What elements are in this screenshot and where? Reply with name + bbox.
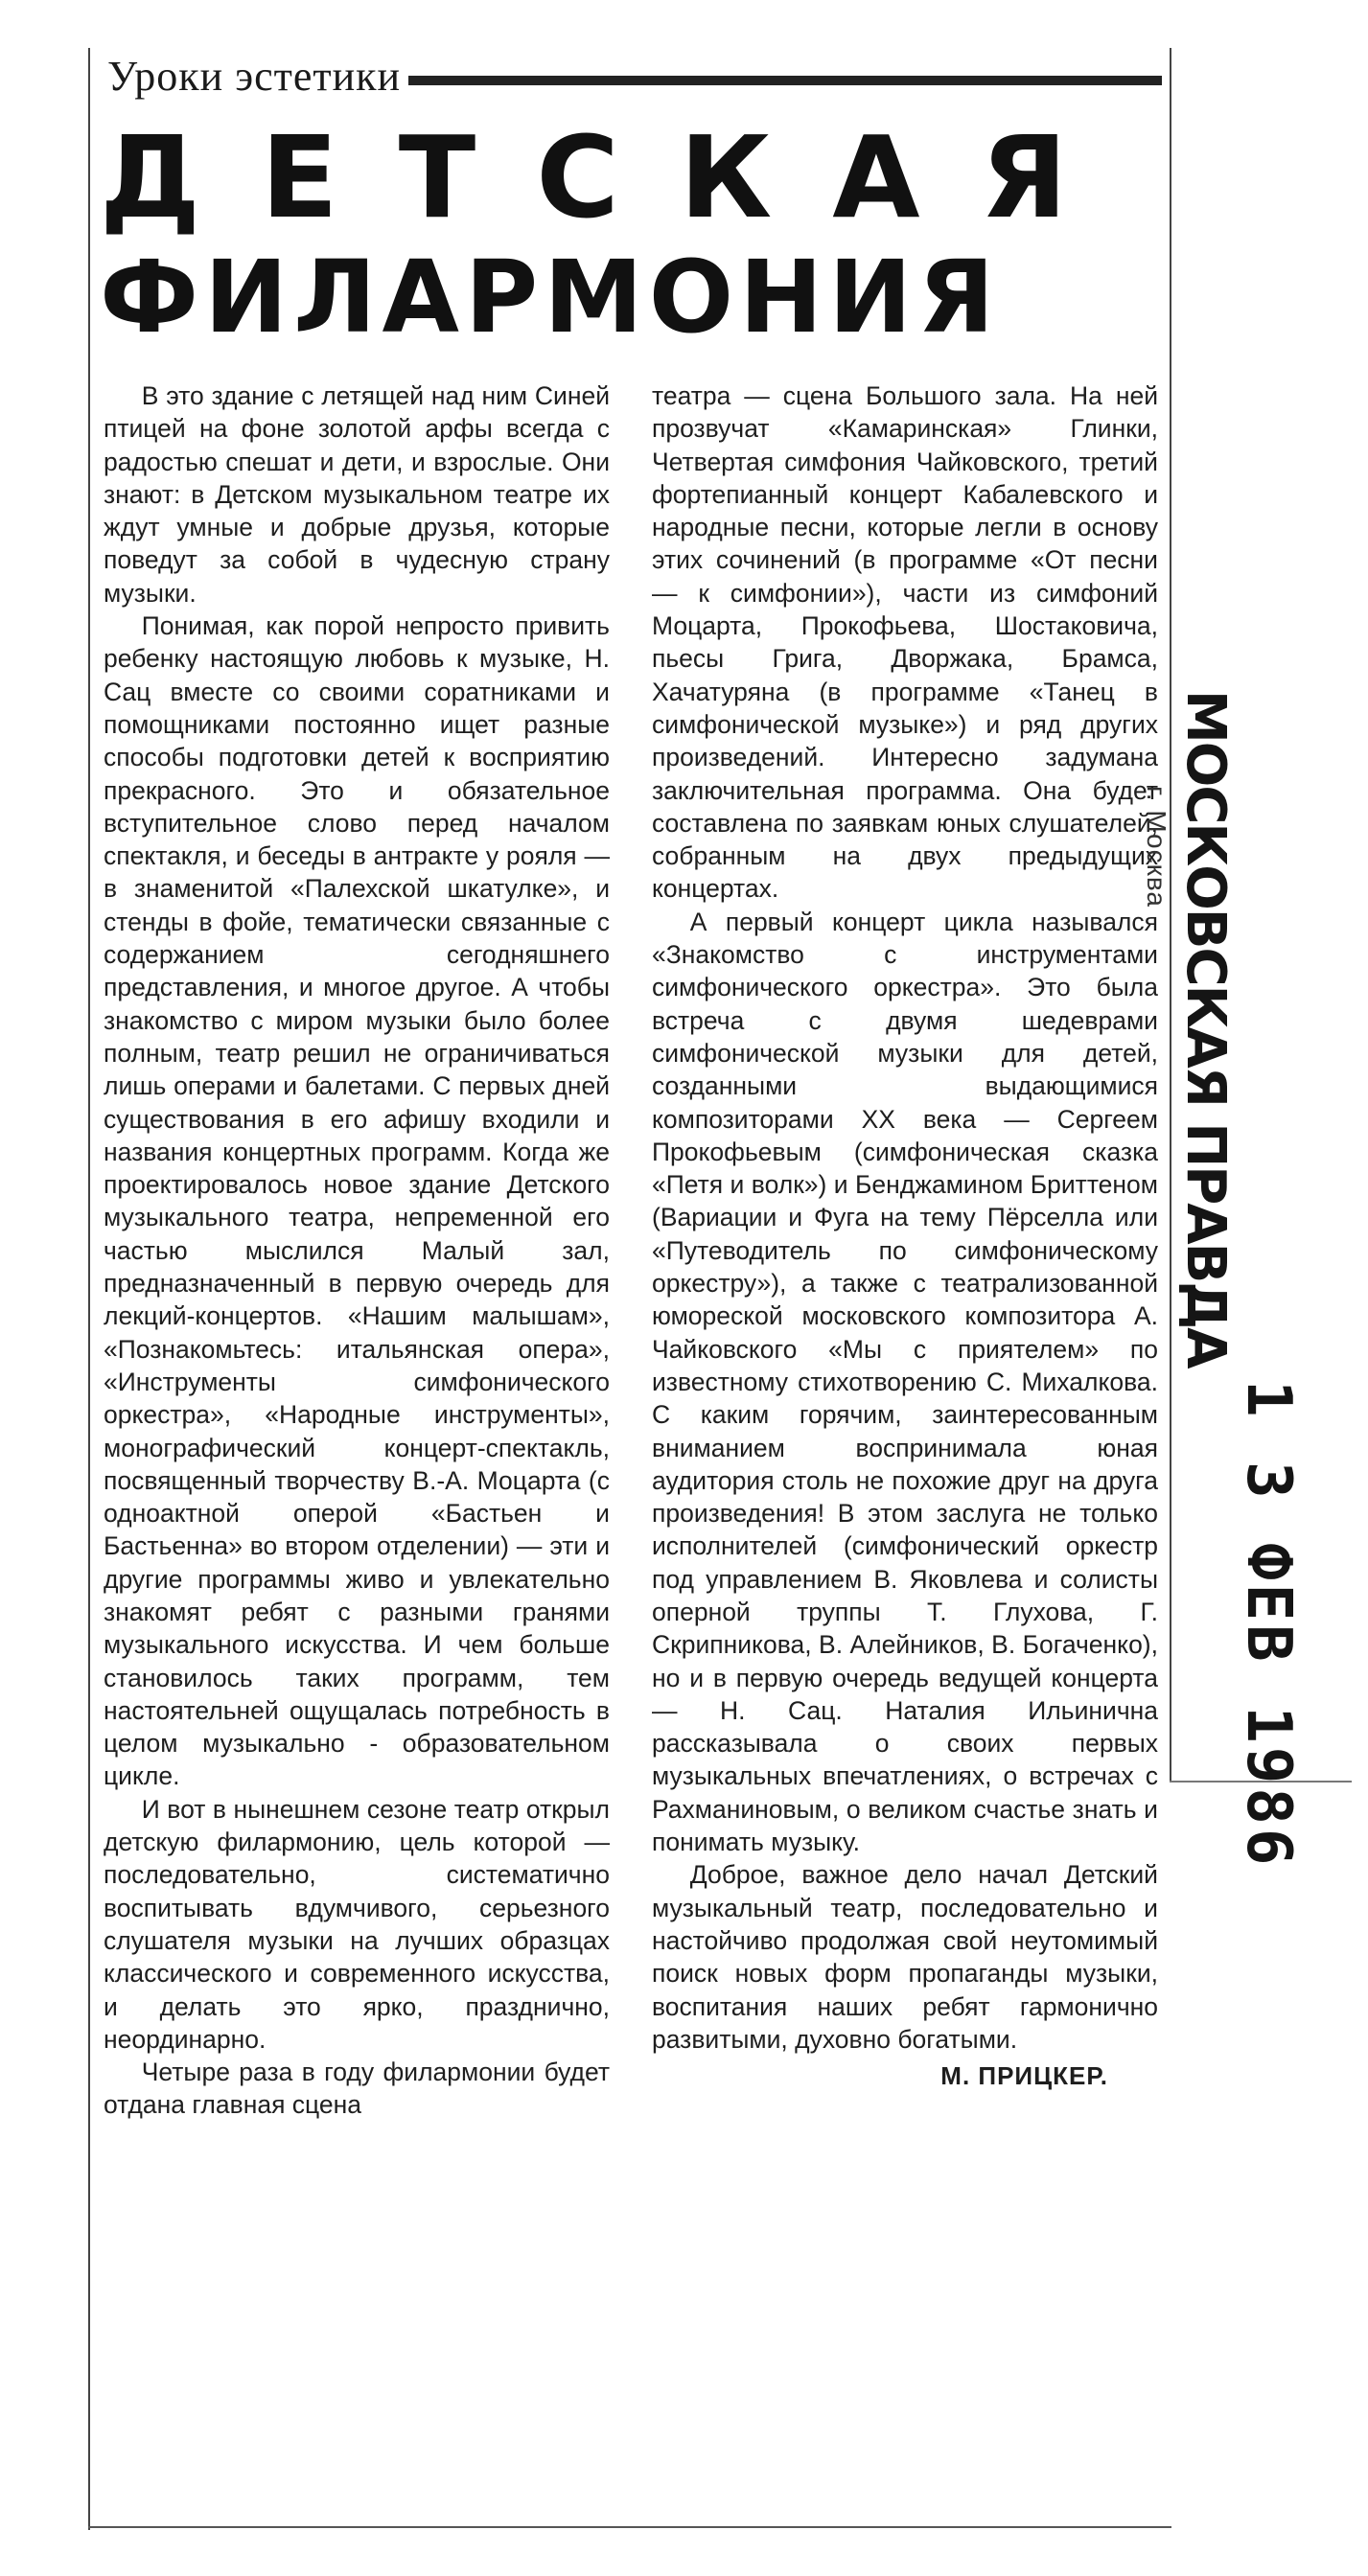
article-paragraph: Доброе, важное дело начал Детский музыкальный театр, последовательно и настойчиво продолжая свой неутомимый поиск новых форм пропаганды музыки, воспитания наших ребят гармонично развитыми, духовно богатыми. — [652, 1860, 1158, 2054]
clipping-right-rule — [1170, 48, 1171, 1782]
article-paragraph: И вот в нынешнем сезоне театр открыл детскую филармонию, цель которой — последовательно, систематично воспитывать вдумчивого, серьезного слушателя музыки на лучших образцах классического и современного искусства, и делать это ярко, празднично, неординарно. — [104, 1794, 610, 2054]
headline-line-2: ФИЛАРМОНИЯ — [100, 239, 1001, 356]
article-paragraph: театра — сцена Большого зала. На ней прозвучат «Камаринская» Глинки, Четвертая симфония Чайковского, третий фортепианный концерт Кабалевского и народные песни, которые легли в основу этих сочинений (в программе «От песни — к симфонии»), части из симфоний Моцарта, Прокофьева, Шостаковича, пьесы Грига, Дворжака, Брамса, Хачатуряна (в программе «Танец в симфонической музыке») и ряд других произведений. Интересно задумана заключительная программа. Она будет составлена по заявкам юных слушателей, собранным на двух предыдущих концертах. — [652, 381, 1158, 904]
stamp-city: г. Москва — [1142, 786, 1171, 908]
rubric-decorative-bar — [408, 76, 1162, 85]
clipping-left-rule — [88, 48, 90, 2530]
clipping-bottom-rule — [88, 2526, 1171, 2528]
article-paragraph: Четыре раза в году филармонии будет отдана главная сцена — [104, 2058, 610, 2120]
article-paragraph: Понимая, как порой непросто привить ребенку настоящую любовь к музыке, Н. Сац вместе со своими соратниками и помощниками постоянно ищет разные способы подготовки детей к восприятию прекрасного. Это и обязательное вступительное слово перед началом спектакля, и беседы в антракте у рояля — в знаменитой «Палехской шкатулке», и стенды в фойе, тематически связанные с содержанием сегодняшнего представления, и многое другое. А чтобы знакомство с миром музыки было более полным, театр решил не ограничиваться лишь операми и балетами. С первых дней существования в его афишу входили и названия концертных программ. Когда же проектировалось новое здание Детского музыкального театра, непременной его частью мыслился Малый зал, предназначенный в первую очередь для лекций-концертов. «Нашим малышам», «Познакомьтесь: итальянская опера», «Инструменты симфонического оркестра», «Народные инструменты», монографический концерт-спектакль, посвященный творчеству В.-А. Моцарта (с одноактной оперой «Бастьен и Бастьенна» во втором отделении) — эти и другие программы живо и увлекательно знакомят ребят с разными гранями музыкального искусства. И чем больше становилось таких программ, тем настоятельней ощущалась потребность в целом музыкально - образовательном цикле. — [104, 611, 610, 1791]
author-signature: М. ПРИЦКЕР. — [940, 2061, 1108, 2091]
rubric-title: Уроки эстетики — [107, 52, 402, 100]
article-paragraph: В это здание с летящей над ним Синей птицей на фоне золотой арфы всегда с радостью спешат и дети, и взрослые. Они знают: в Детском музыкальном театре их ждут умные и добрые друзья, которые поведут за собой в чудесную страну музыки. — [104, 381, 610, 608]
stamp-newspaper-name: МОСКОВСКАЯ ПРАВДА — [1174, 690, 1237, 1368]
headline-line-1: ДЕТСКАЯ — [100, 111, 1128, 243]
stamp-date: 1 3 ФЕВ 1986 — [1233, 1380, 1304, 1870]
article-column-right — [652, 380, 1158, 2092]
article-paragraph: А первый концерт цикла назывался «Знакомство с инструментами симфонического оркестра». Это была встреча с двумя шедеврами симфонической музыки для детей, созданными выдающимися композиторами XX века — Сергеем Прокофьевым (симфоническая сказка «Петя и волк») и Бенджамином Бриттеном (Вариации и Фуга на тему Пёрселла или «Путеводитель по симфоническому оркестру»), а также с театрализованной юмореской московского композитора А. Чайковского «Мы с приятелем» по известному стихотворению С. Михалкова. С каким горячим, заинтересованным вниманием воспринимала юная аудитория столь не похожие друг на друга произведения! В этом заслуга не только исполнителей (симфонический оркестр под управлением В. Яковлева и солисты оперной труппы Т. Глухова, Г. Скрипникова, В. Алейников, В. Богаченко), но и в первую очередь ведущей концерта — Н. Сац. Наталия Ильинична рассказывала о своих первых музыкальных впечатлениях, о встречах с Рахманиновым, о великом счастье знать и понимать музыку. — [652, 907, 1158, 1857]
rubric-header — [107, 48, 1162, 104]
article-column-left — [104, 380, 610, 2122]
